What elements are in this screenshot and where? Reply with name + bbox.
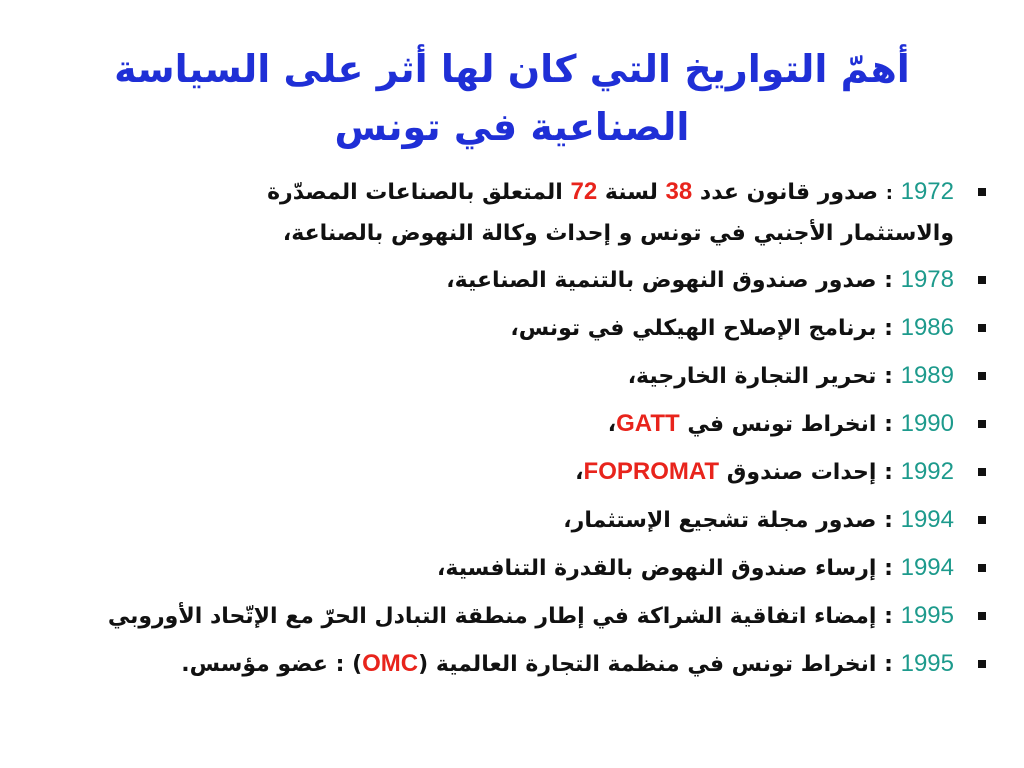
square-bullet-icon bbox=[978, 564, 986, 572]
year: 1992 bbox=[900, 458, 954, 485]
title-line-2: الصناعية في تونس bbox=[334, 105, 690, 149]
item-tail: : عضو مؤسس. bbox=[181, 652, 345, 677]
highlight-acronym: GATT bbox=[616, 410, 680, 437]
item-tail: ، bbox=[607, 412, 617, 437]
list-item-1978 bbox=[40, 260, 986, 301]
law-number: 38 bbox=[665, 178, 693, 205]
year: 1972 bbox=[900, 178, 954, 205]
list-item-1994-a bbox=[40, 500, 986, 541]
item-text: برنامج الإصلاح الهيكلي في تونس، bbox=[510, 316, 877, 341]
year: 1990 bbox=[900, 410, 954, 437]
law-year: 72 bbox=[570, 178, 598, 205]
year: 1995 bbox=[900, 650, 954, 677]
square-bullet-icon bbox=[978, 468, 986, 476]
item-tail: ، bbox=[575, 460, 584, 485]
year: 1994 bbox=[900, 554, 954, 581]
paren-open: ( bbox=[418, 652, 429, 677]
item-text: انخراط تونس في bbox=[687, 412, 877, 437]
list-item-1994-b bbox=[40, 548, 986, 589]
colon: : bbox=[884, 412, 893, 437]
square-bullet-icon bbox=[978, 188, 986, 196]
item-text: لسنة bbox=[604, 180, 658, 205]
list-item-1972 bbox=[40, 172, 986, 254]
item-text: صدور قانون عدد bbox=[699, 180, 879, 205]
colon: : bbox=[884, 316, 893, 341]
colon: : bbox=[884, 604, 893, 629]
slide-title bbox=[80, 40, 944, 156]
paren-close: ) bbox=[352, 652, 363, 677]
square-bullet-icon bbox=[978, 660, 986, 668]
item-text: صدور صندوق النهوض بالتنمية الصناعية، bbox=[446, 268, 877, 293]
square-bullet-icon bbox=[978, 420, 986, 428]
item-text: صدور مجلة تشجيع الإستثمار، bbox=[563, 508, 877, 533]
item-text: إحدات صندوق bbox=[726, 460, 877, 485]
colon: : bbox=[884, 556, 893, 581]
highlight-acronym: FOPROMAT bbox=[583, 458, 720, 485]
item-text-line-2: والاستثمار الأجنبي في تونس و إحداث وكالة النهوض بالصناعة، bbox=[282, 221, 954, 246]
year: 1989 bbox=[900, 362, 954, 389]
year: 1986 bbox=[900, 314, 954, 341]
highlight-acronym: OMC bbox=[362, 650, 419, 677]
colon: : bbox=[884, 460, 893, 485]
list-item-1995-a bbox=[40, 596, 986, 637]
list-item-1986 bbox=[40, 308, 986, 349]
square-bullet-icon bbox=[978, 324, 986, 332]
year: 1978 bbox=[900, 266, 954, 293]
item-text: تحرير التجارة الخارجية، bbox=[627, 364, 877, 389]
list-item-1995-b bbox=[40, 644, 986, 685]
square-bullet-icon bbox=[978, 372, 986, 380]
title-line-1: أهمّ التواريخ التي كان لها أثر على السياسة bbox=[114, 47, 910, 91]
square-bullet-icon bbox=[978, 276, 986, 284]
square-bullet-icon bbox=[978, 612, 986, 620]
item-text: انخراط تونس في منظمة التجارة العالمية bbox=[435, 652, 877, 677]
list-item-1990 bbox=[40, 404, 986, 445]
colon: : bbox=[884, 652, 893, 677]
square-bullet-icon bbox=[978, 516, 986, 524]
year: 1994 bbox=[900, 506, 954, 533]
colon: : bbox=[884, 268, 893, 293]
colon: : bbox=[884, 508, 893, 533]
item-text: المتعلق بالصناعات المصدّرة bbox=[267, 180, 563, 205]
colon: : bbox=[884, 364, 893, 389]
year: 1995 bbox=[900, 602, 954, 629]
list-item-1989 bbox=[40, 356, 986, 397]
list-item-1992 bbox=[40, 452, 986, 493]
timeline-list bbox=[40, 172, 986, 692]
item-text: إرساء صندوق النهوض بالقدرة التنافسية، bbox=[437, 556, 877, 581]
item-text: إمضاء اتفاقية الشراكة في إطار منطقة التبادل الحرّ مع الإتّحاد الأوروبي bbox=[107, 604, 877, 629]
colon: : bbox=[885, 183, 893, 204]
